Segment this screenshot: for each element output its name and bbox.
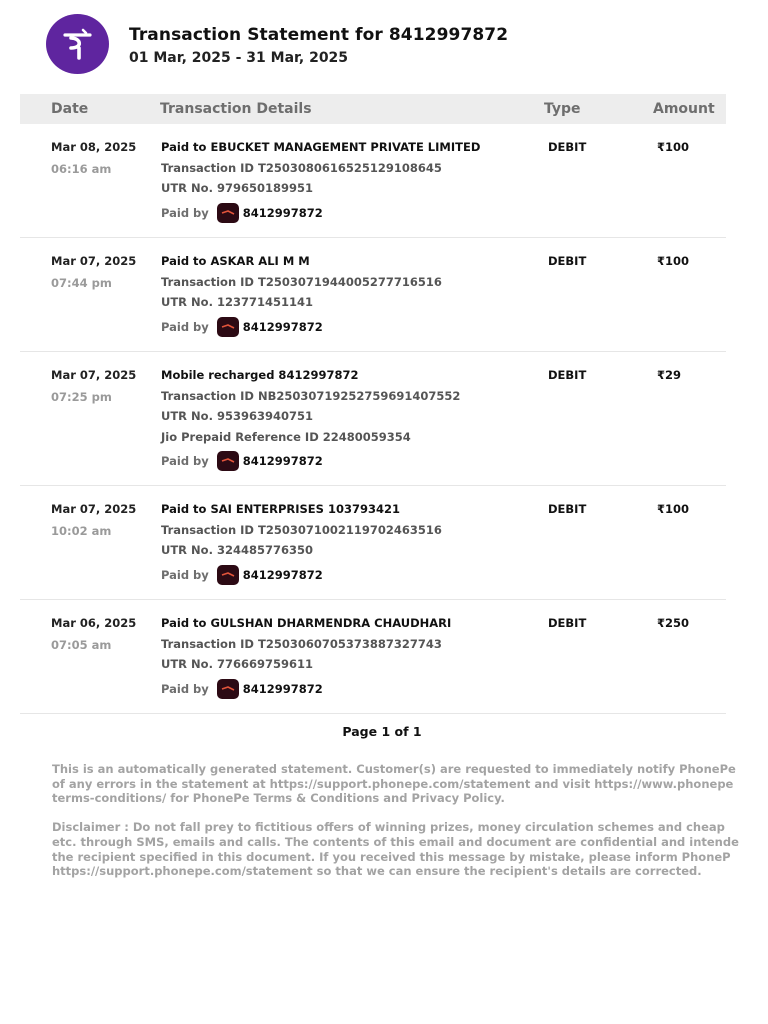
transaction-id: Transaction ID T2503060705373887327743 — [161, 636, 442, 651]
paid-by-label: Paid by — [161, 681, 209, 696]
transaction-date: Mar 07, 2025 — [51, 368, 137, 382]
reference-id: Jio Prepaid Reference ID 22480059354 — [161, 429, 411, 444]
transaction-description: Mobile recharged 8412997872 — [161, 368, 359, 382]
phonepe-logo-icon — [46, 14, 109, 74]
transaction-date: Mar 06, 2025 — [51, 616, 137, 630]
transaction-amount: ₹29 — [657, 368, 682, 382]
disclaimer-line: Disclaimer : Do not fall prey to fictitious offers of winning prizes, money circulation schemes and cheap — [52, 820, 725, 835]
transaction-row — [20, 124, 726, 238]
transaction-time: 07:25 pm — [51, 390, 112, 404]
paid-by-number: 8412997872 — [242, 567, 323, 582]
transaction-id: Transaction ID T2503071944005277716516 — [161, 274, 442, 289]
column-header-type: Type — [544, 101, 581, 117]
statement-disclaimer — [52, 820, 768, 879]
paid-by-number: 8412997872 — [242, 319, 323, 334]
transaction-details — [161, 616, 451, 699]
paid-by — [161, 203, 480, 223]
transaction-description: Paid to EBUCKET MANAGEMENT PRIVATE LIMITED — [161, 140, 481, 154]
paid-by-label: Paid by — [161, 454, 209, 468]
transaction-time: 07:05 am — [51, 638, 112, 652]
utr-number: UTR No. 123771451141 — [161, 295, 313, 309]
transaction-type: DEBIT — [548, 616, 587, 630]
bank-icon — [217, 565, 239, 585]
notice-line: terms-conditions/ for PhonePe Terms & Conditions and Privacy Policy. — [52, 791, 505, 806]
disclaimer-line: https://support.phonepe.com/statement so that we can ensure the recipient's details are corrected. — [52, 864, 702, 879]
transaction-details — [161, 502, 442, 585]
transaction-description: Paid to SAI ENTERPRISES 103793421 — [161, 502, 400, 516]
transaction-type: DEBIT — [548, 140, 587, 154]
bank-icon — [217, 317, 239, 337]
disclaimer-line: etc. through SMS, emails and calls. The contents of this email and document are confidential and intende — [52, 834, 739, 849]
transaction-date: Mar 07, 2025 — [51, 502, 137, 516]
bank-icon — [217, 203, 239, 223]
transaction-amount: ₹100 — [657, 140, 690, 154]
transaction-type: DEBIT — [548, 254, 587, 268]
bank-icon — [217, 679, 239, 699]
statement-footer — [52, 762, 768, 893]
bank-icon — [217, 451, 239, 471]
paid-by-number: 8412997872 — [242, 205, 323, 220]
transaction-time: 07:44 pm — [51, 276, 112, 290]
transaction-date: Mar 07, 2025 — [51, 254, 137, 268]
paid-by-label: Paid by — [161, 567, 209, 582]
page-indicator: Page 1 of 1 — [342, 724, 422, 739]
transaction-amount: ₹250 — [657, 616, 690, 630]
transaction-date: Mar 08, 2025 — [51, 140, 137, 154]
notice-line: This is an automatically generated statement. Customer(s) are requested to immediately notify PhonePe — [52, 762, 736, 776]
paid-by — [161, 679, 451, 699]
statement-header — [46, 14, 746, 76]
paid-by-number: 8412997872 — [242, 681, 323, 696]
column-header-amount: Amount — [653, 101, 715, 117]
utr-number: UTR No. 979650189951 — [161, 181, 313, 195]
paid-by — [161, 451, 460, 471]
paid-by-label: Paid by — [161, 319, 209, 334]
table-header — [20, 94, 726, 124]
statement-period: 01 Mar, 2025 - 31 Mar, 2025 — [129, 50, 349, 66]
utr-number: UTR No. 776669759611 — [161, 657, 313, 671]
column-header-date: Date — [51, 101, 89, 117]
transaction-row — [20, 486, 726, 600]
transaction-details — [161, 254, 442, 337]
transaction-row — [20, 600, 726, 714]
transaction-list — [20, 124, 726, 714]
column-header-details: Transaction Details — [160, 101, 312, 117]
utr-number: UTR No. 324485776350 — [161, 543, 313, 557]
transaction-time: 10:02 am — [51, 524, 112, 538]
transaction-row — [20, 238, 726, 352]
utr-number: UTR No. 953963940751 — [161, 409, 313, 423]
transaction-row — [20, 352, 726, 486]
disclaimer-line: the recipient specified in this document. If you received this message by mistake, please inform PhoneP — [52, 849, 731, 864]
transaction-id: Transaction ID T2503080616525129108645 — [161, 160, 442, 175]
statement-title: Transaction Statement for 8412997872 — [129, 25, 509, 45]
transaction-details — [161, 368, 460, 471]
transaction-id: Transaction ID NB2503071925275969140755​2 — [161, 388, 461, 403]
paid-by-label: Paid by — [161, 205, 209, 220]
transaction-id: Transaction ID T2503071002119702463516 — [161, 522, 442, 537]
paid-by — [161, 317, 442, 337]
paid-by — [161, 565, 442, 585]
transaction-amount: ₹100 — [657, 502, 690, 516]
transaction-description: Paid to ASKAR ALI M M — [161, 254, 310, 268]
transaction-type: DEBIT — [548, 368, 587, 382]
transaction-time: 06:16 am — [51, 162, 112, 176]
transaction-type: DEBIT — [548, 502, 587, 516]
transaction-details — [161, 140, 480, 223]
transaction-description: Paid to GULSHAN DHARMENDRA CHAUDHARI — [161, 616, 452, 630]
notice-line: of any errors in the statement at https://support.phonepe.com/statement and visit https://www.phonepe — [52, 776, 734, 791]
paid-by-number: 8412997872 — [242, 454, 323, 468]
statement-notice — [52, 762, 768, 806]
transaction-amount: ₹100 — [657, 254, 690, 268]
